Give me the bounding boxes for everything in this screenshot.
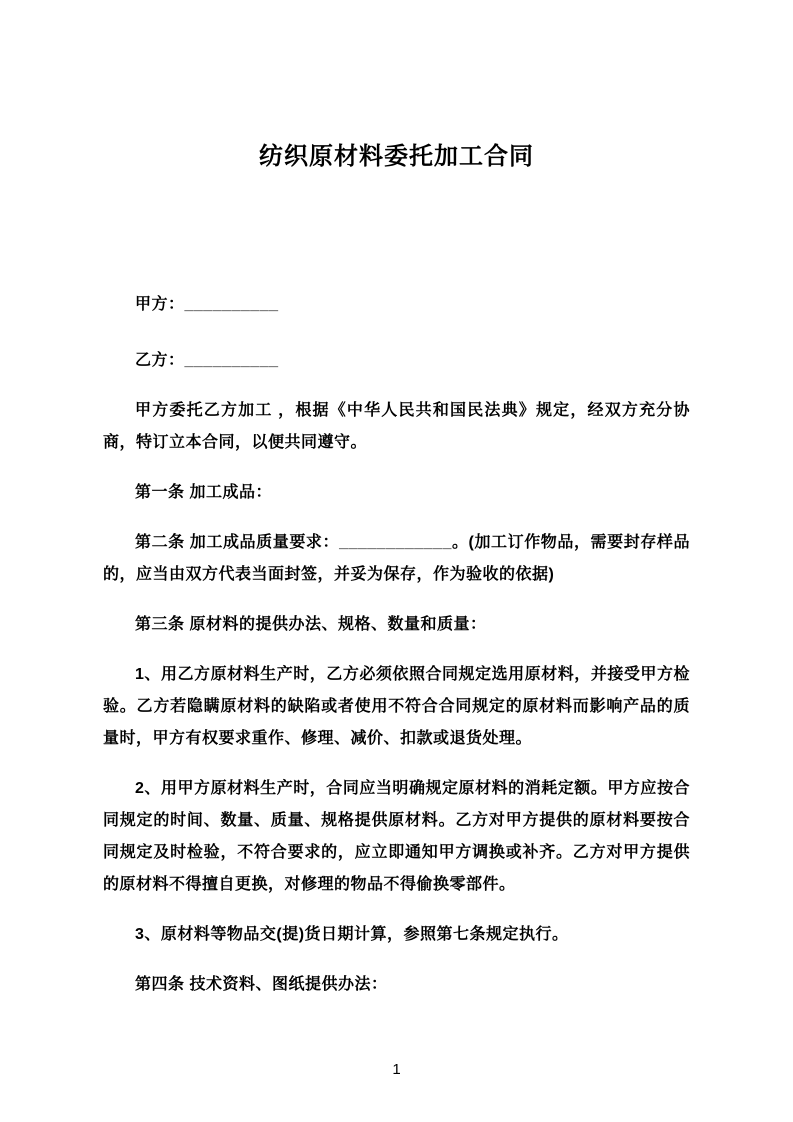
document-content bbox=[103, 0, 690, 1001]
article-3-item-1: 1、用乙方原材料生产时，乙方必须依照合同规定选用原材料，并接受甲方检验。乙方若隐瞒原材料的缺陷或者使用不符合合同规定的原材料而影响产品的质量时，甲方有权要求重作、修理、减价、扣款或退货处理。 bbox=[103, 666, 690, 747]
party-b-line: 乙方：__________ bbox=[135, 352, 279, 369]
party-a-line: 甲方：__________ bbox=[135, 296, 279, 313]
page-number: 1 bbox=[392, 1061, 401, 1078]
article-2-paragraph: 第二条 加工成品质量要求：____________。(加工订作物品，需要封存样品的，应当由双方代表当面封签，并妥为保存，作为验收的依据) bbox=[103, 534, 690, 583]
article-4-heading: 第四条 技术资料、图纸提供办法： bbox=[135, 976, 388, 993]
intro-paragraph: 甲方委托乙方加工 ，根据《中华人民共和国民法典》规定，经双方充分协商，特订立本合同，以便共同遵守。 bbox=[103, 402, 690, 451]
article-1-heading: 第一条 加工成品： bbox=[135, 484, 272, 501]
document-title: 纺织原材料委托加工合同 bbox=[259, 143, 534, 170]
article-3-item-2: 2、用甲方原材料生产时，合同应当明确规定原材料的消耗定额。甲方应按合同规定的时间、数量、质量、规格提供原材料。乙方对甲方提供的原材料要按合同规定及时检验，不符合要求的，应立即通知甲方调换或补齐。乙方对甲方提供的原材料不得擅自更换，对修理的物品不得偷换零部件。 bbox=[103, 780, 690, 893]
article-3-item-3: 3、原材料等物品交(提)货日期计算，参照第七条规定执行。 bbox=[135, 926, 569, 943]
article-3-heading: 第三条 原材料的提供办法、规格、数量和质量： bbox=[135, 616, 487, 633]
